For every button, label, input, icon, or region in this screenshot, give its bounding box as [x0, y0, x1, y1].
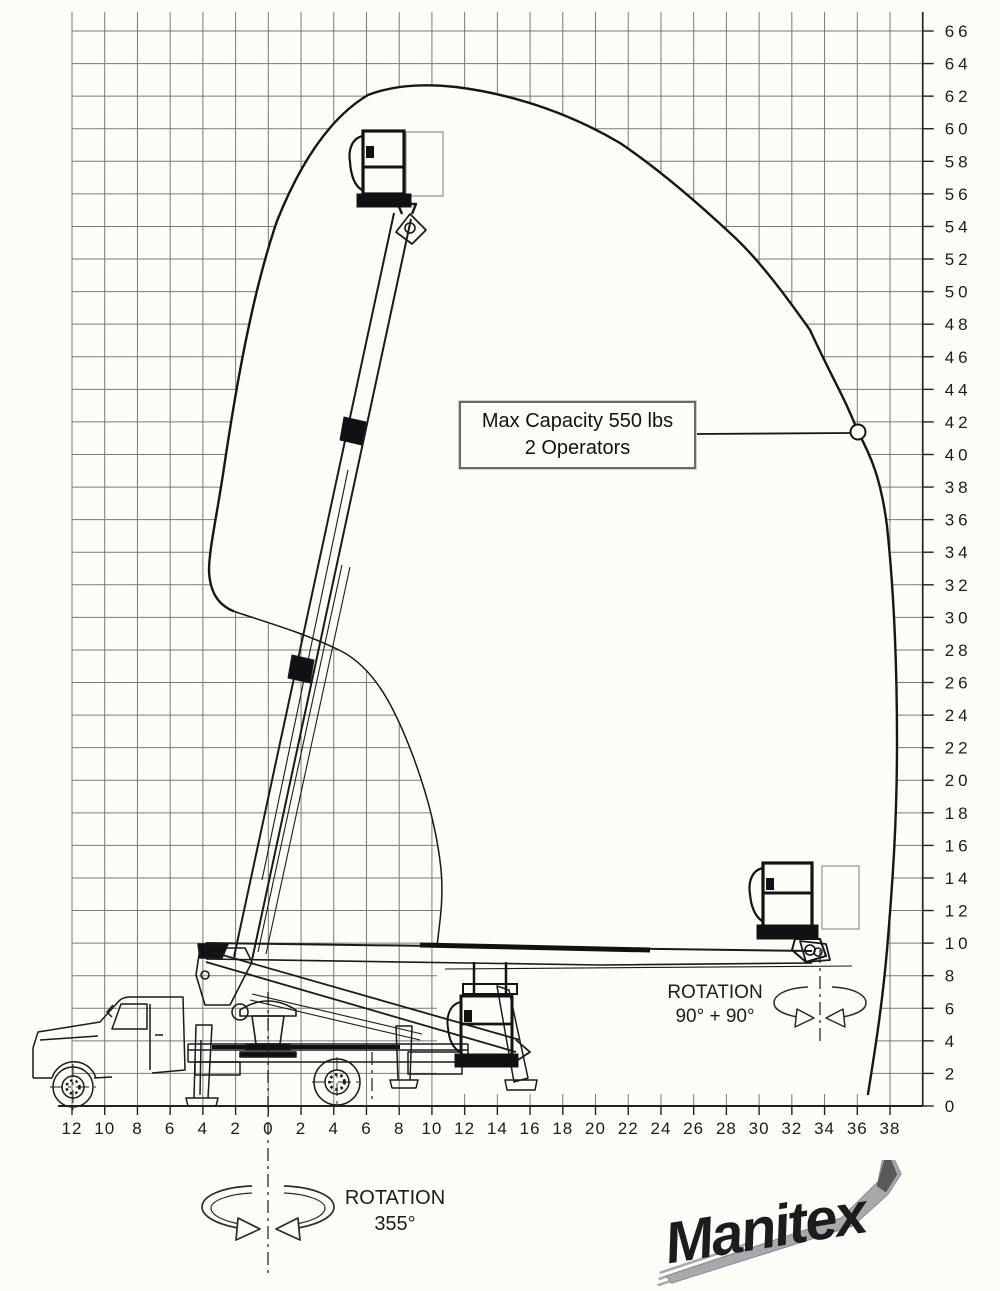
bottom-axis-label: 18 — [552, 1119, 574, 1139]
right-axis-label: 44 — [944, 380, 972, 400]
bottom-axis-label: 38 — [879, 1119, 901, 1139]
bottom-axis-label: 12 — [454, 1119, 476, 1139]
right-axis-label: 16 — [944, 836, 972, 856]
boom-collar-2 — [340, 417, 366, 445]
mid-outrigger — [390, 1026, 418, 1088]
capacity-marker — [851, 425, 866, 440]
right-axis-label: 52 — [944, 250, 972, 270]
base-rot-right-head — [276, 1218, 300, 1240]
truck-rear-box — [195, 1052, 462, 1075]
bottom-axis-label: 8 — [393, 1119, 405, 1139]
bottom-axis-label: 0 — [263, 1119, 274, 1139]
bottom-axis-label: 22 — [617, 1119, 639, 1139]
right-axis-label: 12 — [944, 901, 972, 921]
right-axis-label: 10 — [944, 934, 972, 954]
right-axis-label: 24 — [944, 706, 972, 726]
right-axis-label: 28 — [944, 640, 972, 660]
right-axis-label: 0 — [944, 1097, 959, 1117]
bottom-axis-label: 2 — [230, 1119, 241, 1139]
boom-rotation-line2: 90° + 90° — [675, 1005, 755, 1027]
base-rot-right-arc-inner — [284, 1193, 325, 1224]
base-rot-left-arc-inner — [211, 1193, 252, 1224]
bottom-axis-label: 34 — [814, 1119, 836, 1139]
bottom-axis-label: 28 — [715, 1119, 737, 1139]
right-axis-label: 50 — [944, 282, 972, 302]
right-axis-label: 54 — [944, 217, 972, 237]
capacity-label-box — [459, 401, 696, 469]
right-axis-label: 48 — [944, 315, 972, 335]
right-axis-label: 26 — [944, 673, 972, 693]
boom-rotation-label — [638, 981, 792, 1029]
right-axis-label: 66 — [944, 22, 972, 41]
leader-line — [694, 433, 850, 434]
bottom-axis-label: 10 — [94, 1119, 116, 1139]
right-axis-label: 2 — [944, 1064, 959, 1084]
front-wheel-cross — [50, 1064, 96, 1110]
right-axis-label: 42 — [944, 412, 972, 432]
bucket-tray — [357, 194, 411, 207]
right-axis-label: 36 — [944, 510, 972, 530]
right-axis-label: 62 — [944, 87, 972, 107]
right-axis-label: 38 — [944, 478, 972, 498]
right-axis-label: 58 — [944, 152, 972, 172]
right-axis-label: 34 — [944, 543, 972, 563]
bottom-axis-label: 16 — [519, 1119, 541, 1139]
outreach-bucket-control — [766, 878, 774, 890]
base-rot-left-head — [236, 1218, 260, 1240]
base-rotation-line2: 355° — [374, 1213, 416, 1235]
bottom-axis-label: 10 — [421, 1119, 443, 1139]
pivot-pin-small — [201, 971, 209, 979]
bottom-axis-label: 4 — [328, 1119, 339, 1139]
rear-wheel-cross — [312, 1057, 362, 1107]
bottom-axis-label: 14 — [486, 1119, 508, 1139]
right-axis-label: 32 — [944, 575, 972, 595]
stowed-bucket-tray — [455, 1054, 518, 1067]
right-axis-label: 60 — [944, 119, 972, 139]
base-rotation-label — [328, 1185, 462, 1237]
right-axis-label: 22 — [944, 738, 972, 758]
outreach-bucket-tray — [757, 925, 818, 939]
bottom-axis-label: 6 — [361, 1119, 372, 1139]
right-axis-label: 56 — [944, 184, 972, 204]
right-axis-label: 4 — [944, 1031, 959, 1051]
bottom-axis-label: 12 — [61, 1119, 83, 1139]
bottom-axis-label: 8 — [132, 1119, 143, 1139]
bucket-control — [366, 146, 374, 158]
bottom-axis-label: 2 — [295, 1119, 307, 1139]
bottom-axis-label: 6 — [164, 1119, 176, 1139]
boom-collar-1 — [288, 655, 314, 683]
logo-text: Manitex — [660, 1180, 870, 1277]
base-rotation-line1: ROTATION — [344, 1187, 446, 1209]
bottom-axis-label: 36 — [846, 1119, 868, 1139]
manitex-logo-art — [650, 1160, 1000, 1286]
right-axis-label: 8 — [944, 966, 959, 986]
truck-windshield — [112, 1004, 147, 1029]
bottom-axis-label: 32 — [781, 1119, 803, 1139]
right-axis-label: 20 — [944, 771, 972, 791]
bottom-axis-label: 20 — [585, 1119, 606, 1139]
right-axis-label: 46 — [944, 347, 972, 367]
front-outrigger — [186, 1025, 218, 1106]
right-axis-label: 6 — [944, 999, 959, 1019]
right-axis-label: 64 — [944, 54, 972, 74]
boom-rotation-line1: ROTATION — [667, 982, 763, 1003]
bottom-axis-label: 24 — [650, 1119, 672, 1139]
right-axis-label: 40 — [944, 445, 972, 465]
truck-door-line — [40, 1004, 163, 1070]
bottom-axis-label: 30 — [748, 1119, 770, 1139]
capacity-line2: 2 Operators — [524, 437, 631, 459]
capacity-line1: Max Capacity 550 lbs — [481, 410, 674, 432]
right-axis-label: 18 — [944, 803, 972, 823]
bottom-axis-label: 26 — [683, 1119, 705, 1139]
bottom-axis-label: 4 — [197, 1119, 209, 1139]
manitex-logo — [650, 1160, 1000, 1286]
right-axis-label: 14 — [944, 868, 972, 888]
right-axis-label: 30 — [944, 608, 972, 628]
stowed-bucket-control — [464, 1010, 472, 1022]
